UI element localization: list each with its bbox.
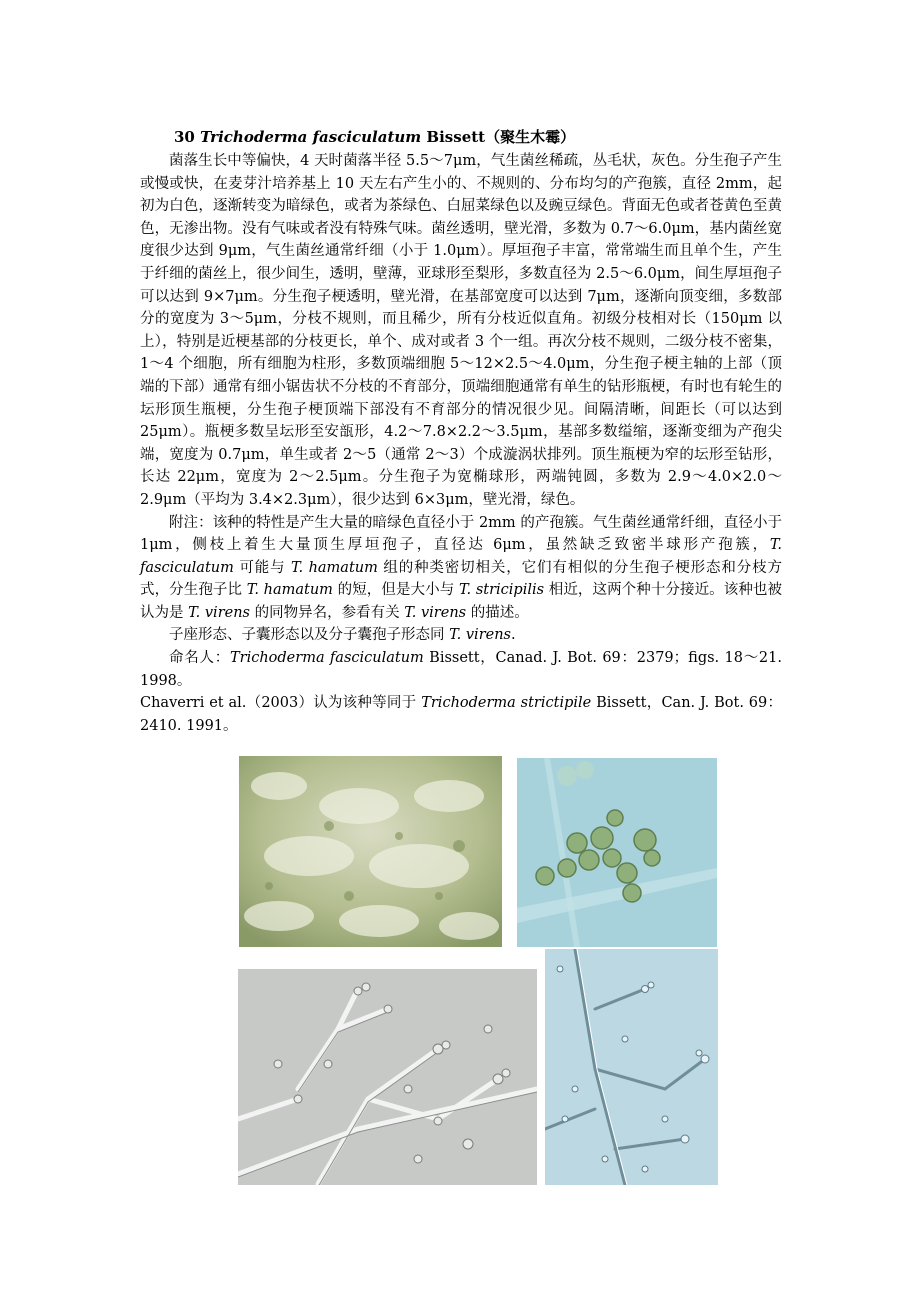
teleomorph-paragraph: 子座形态、子囊形态以及分子囊孢子形态同 T. virens. <box>169 627 516 644</box>
conidiophore-dic-photo <box>238 969 537 1185</box>
conidiophore-phase-photo <box>545 949 718 1185</box>
note-paragraph: 附注：该种的特性是产生大量的暗绿色直径小于 2mm 的产孢簇。气生菌丝通常纤细，直径小于 1μm，侧枝上着生大量顶生厚垣孢子，直径达 6μm，虽然缺乏致密半球形产孢簇，T. fasciculatum 可能与 T. hamatum 组的种类密切相关，它们有相似的分生孢子梗形态和分枝方式，分生孢子比 T. hamatum 的短，但是大小与 T. stricipilis 相近，这两个种十分接近。该种也被认为是 T. virens 的同物异名，参看有关 T. virens 的描述。 <box>140 514 783 621</box>
species-author: Bissett <box>426 128 486 146</box>
description-paragraph: 菌落生长中等偏快，4 天时菌落半径 5.5～7μm，气生菌丝稀疏，丛毛状，灰色。分生孢子产生或慢或快，在麦芽汁培养基上 10 天左右产生小的、不规则的、分布均匀的产孢簇，直径 2mm，起初为白色，逐渐转变为暗绿色，或者为茶绿色、白屈菜绿色以及豌豆绿色。背面无色或者苍黄色至黄色，无渗出物。没有气味或者没有特殊气味。菌丝透明，壁光滑，多数为 0.7～6.0μm，基内菌丝宽度很少达到 9μm，气生菌丝通常纤细（小于 1.0μm）。厚垣孢子丰富，常常端生而且单个生，产生于纤细的菌丝上，很少间生，透明，壁薄，亚球形至梨形，多数直径为 2.5～6.0μm，间生厚垣孢子可以达到 9×7μm。分生孢子梗透明，壁光滑，在基部宽度可以达到 7μm，逐渐向顶变细，多数部分的宽度为 3～5μm，分枝不规则，而且稀少，所有分枝近似直角。初级分枝相对长（150μm 以上），特别是近梗基部的分枝更长，单个、成对或者 3 个一组。再次分枝不规则，二级分枝不密集，1～4 个细胞，所有细胞为柱形，多数顶端细胞 5～12×2.5～4.0μm，分生孢子梗主轴的上部（顶端的下部）通常有细小锯齿状不分枝的不育部分，顶端细胞通常有单生的钻形瓶梗，有时也有轮生的坛形顶生瓶梗，分生孢子梗顶端下部没有不育部分的情况很少见。间隔清晰，间距长（可以达到 25μm）。瓶梗多数呈坛形至安瓿形，4.2～7.8×2.2～3.5μm，基部多数缢缩，逐渐变细为产孢尖端，宽度为 0.7μm，单生或者 2～5（通常 2～3）个成漩涡状排列。顶生瓶梗为窄的坛形至钻形，长达 22μm，宽度为 2～2.5μm。分生孢子为宽椭球形，两端钝圆，多数为 2.9～4.0×2.0～2.9μm（平均为 3.4×2.3μm），很少达到 6×3μm，壁光滑，绿色。 <box>140 153 782 508</box>
document-body <box>140 126 782 737</box>
chlamydospore-photo <box>517 758 717 947</box>
species-number: 30 <box>174 128 195 146</box>
species-name: Trichoderma fasciculatum <box>200 128 422 146</box>
species-chinese-name: （聚生木霉） <box>485 128 576 146</box>
colony-photo <box>239 756 502 947</box>
species-heading <box>174 126 782 148</box>
naming-paragraph: 命名人：Trichoderma fasciculatum Bissett，Canad. J. Bot. 69：2379；figs. 18～21. 1998。 Chaverri et al.（2003）认为该种等同于 Trichoderma strictipile Bissett，Can. J. Bot. 69：2410. 1991。 <box>140 650 782 734</box>
